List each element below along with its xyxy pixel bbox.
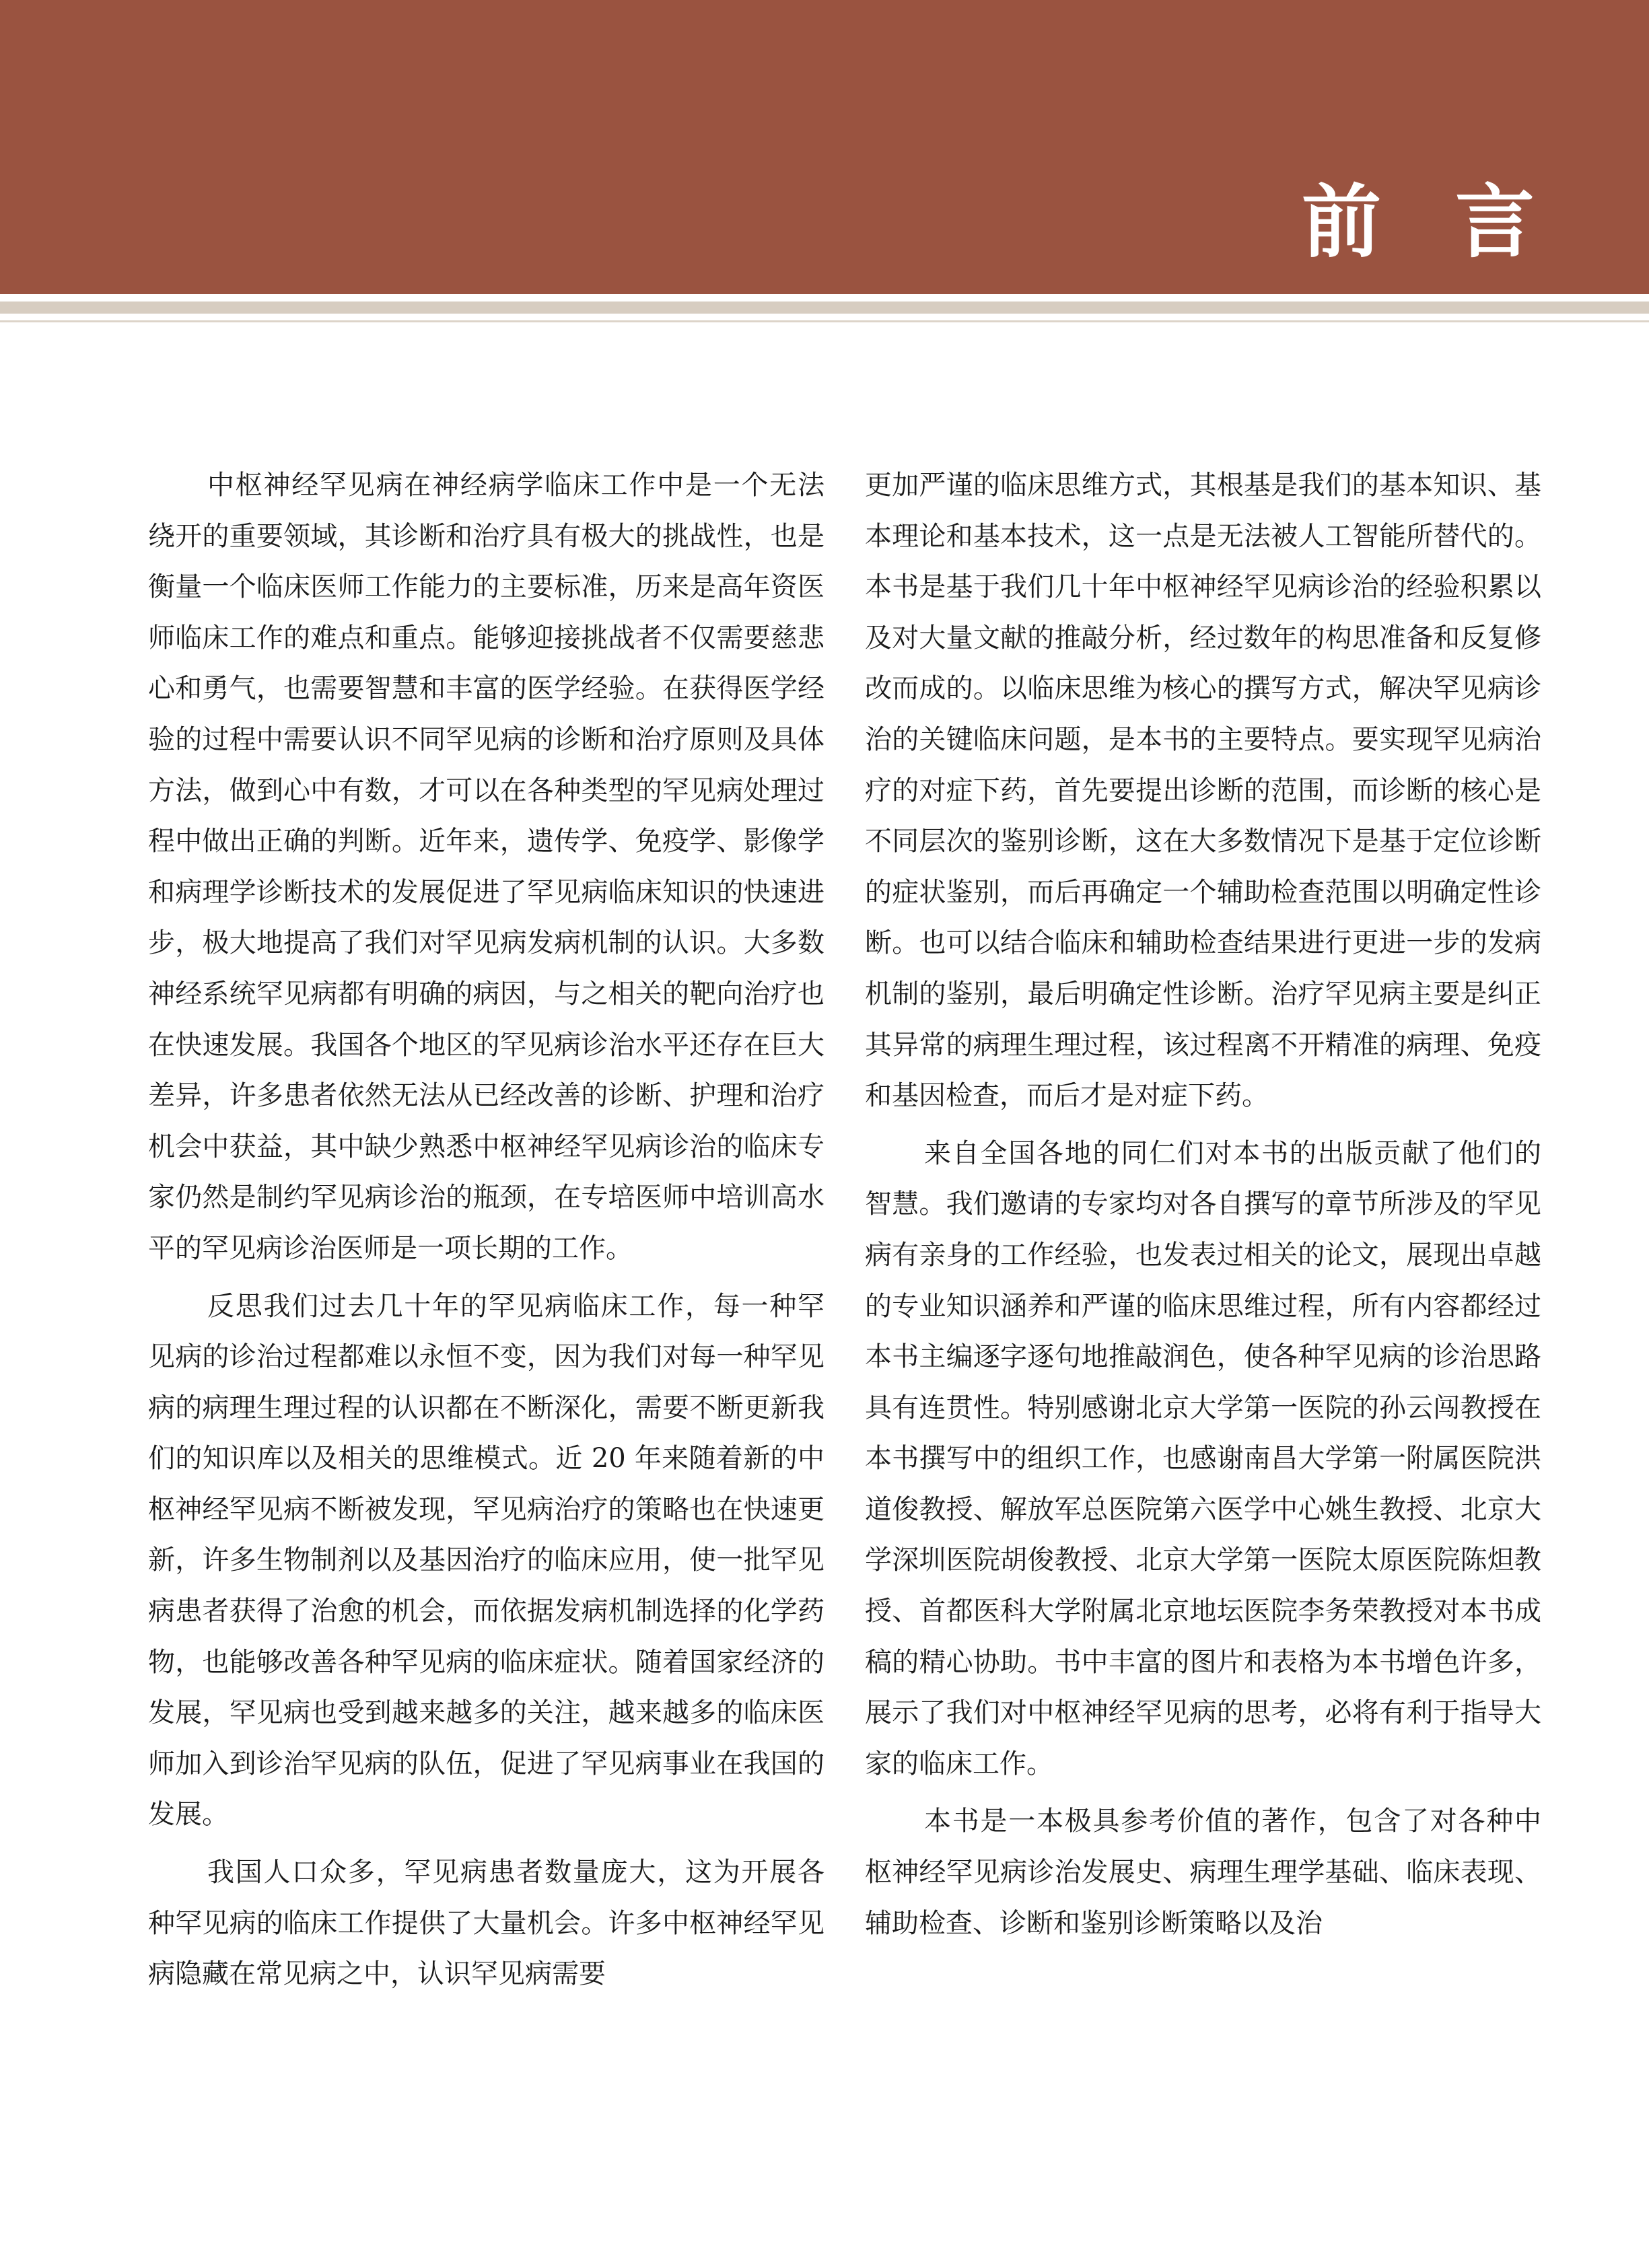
paragraph: 中枢神经罕见病在神经病学临床工作中是一个无法绕开的重要领域，其诊断和治疗具有极大的挑战性，也是衡量一个临床医师工作能力的主要标准，历来是高年资医师临床工作的难点和重点。能够迎接挑战者不仅需要慈悲心和勇气，也需要智慧和丰富的医学经验。在获得医学经验的过程中需要认识不同罕见病的诊断和治疗原则及具体方法，做到心中有数，才可以在各种类型的罕见病处理过程中做出正确的判断。近年来，遗传学、免疫学、影像学和病理学诊断技术的发展促进了罕见病临床知识的快速进步，极大地提高了我们对罕见病发病机制的认识。大多数神经系统罕见病都有明确的病因，与之相关的靶向治疗也在快速发展。我国各个地区的罕见病诊治水平还存在巨大差异，许多患者依然无法从已经改善的诊断、护理和治疗机会中获益，其中缺少熟悉中枢神经罕见病诊治的临床专家仍然是制约罕见病诊治的瓶颈，在专培医师中培训高水平的罕见病诊治医师是一项长期的工作。 [148,470,824,1264]
paragraph: 来自全国各地的同仁们对本书的出版贡献了他们的智慧。我们邀请的专家均对各自撰写的章节所涉及的罕见病有亲身的工作经验，也发表过相关的论文，展现出卓越的专业知识涵养和严谨的临床思维过程，所有内容都经过本书主编逐字逐句地推敲润色，使各种罕见病的诊治思路具有连贯性。特别感谢北京大学第一医院的孙云闯教授在本书撰写中的组织工作，也感谢南昌大学第一附属医院洪道俊教授、解放军总医院第六医学中心姚生教授、北京大学深圳医院胡俊教授、北京大学第一医院太原医院陈炟教授、首都医科大学附属北京地坛医院李务荣教授对本书成稿的精心协助。书中丰富的图片和表格为本书增色许多，展示了我们对中枢神经罕见病的思考，必将有利于指导大家的临床工作。 [865,1137,1541,1779]
right-column [865,460,1541,1956]
header-divider-line [0,320,1649,322]
header-divider-stripe [0,302,1649,314]
paragraph: 我国人口众多，罕见病患者数量庞大，这为开展各种罕见病的临床工作提供了大量机会。许多中枢神经罕见病隐藏在常见病之中，认识罕见病需要 [148,1857,824,1990]
paragraph: 本书是一本极具参考价值的著作，包含了对各种中枢神经罕见病诊治发展史、病理生理学基础、临床表现、辅助检查、诊断和鉴别诊断策略以及治 [865,1806,1541,1939]
paragraph: 反思我们过去几十年的罕见病临床工作，每一种罕见病的诊治过程都难以永恒不变，因为我们对每一种罕见病的病理生理过程的认识都在不断深化，需要不断更新我们的知识库以及相关的思维模式。近 20 年来随着新的中枢神经罕见病不断被发现，罕见病治疗的策略也在快速更新，许多生物制剂以及基因治疗的临床应用，使一批罕见病患者获得了治愈的机会，而依据发病机制选择的化学药物，也能够改善各种罕见病的临床症状。随着国家经济的发展，罕见病也受到越来越多的关注，越来越多的临床医师加入到诊治罕见病的队伍，促进了罕见病事业在我国的发展。 [148,1290,824,1831]
header-divider-gap [0,294,1649,302]
header-band [0,0,1649,294]
paragraph: 更加严谨的临床思维方式，其根基是我们的基本知识、基本理论和基本技术，这一点是无法被人工智能所替代的。本书是基于我们几十年中枢神经罕见病诊治的经验积累以及对大量文献的推敲分析，经过数年的构思准备和反复修改而成的。以临床思维为核心的撰写方式，解决罕见病诊治的关键临床问题，是本书的主要特点。要实现罕见病治疗的对症下药，首先要提出诊断的范围，而诊断的核心是不同层次的鉴别诊断，这在大多数情况下是基于定位诊断的症状鉴别，而后再确定一个辅助检查范围以明确定性诊断。也可以结合临床和辅助检查结果进行更进一步的发病机制的鉴别，最后明确定性诊断。治疗罕见病主要是纠正其异常的病理生理过程，该过程离不开精准的病理、免疫和基因检查，而后才是对症下药。 [865,470,1541,1112]
left-column [148,460,824,2007]
page-title: 前言 [1301,175,1609,269]
